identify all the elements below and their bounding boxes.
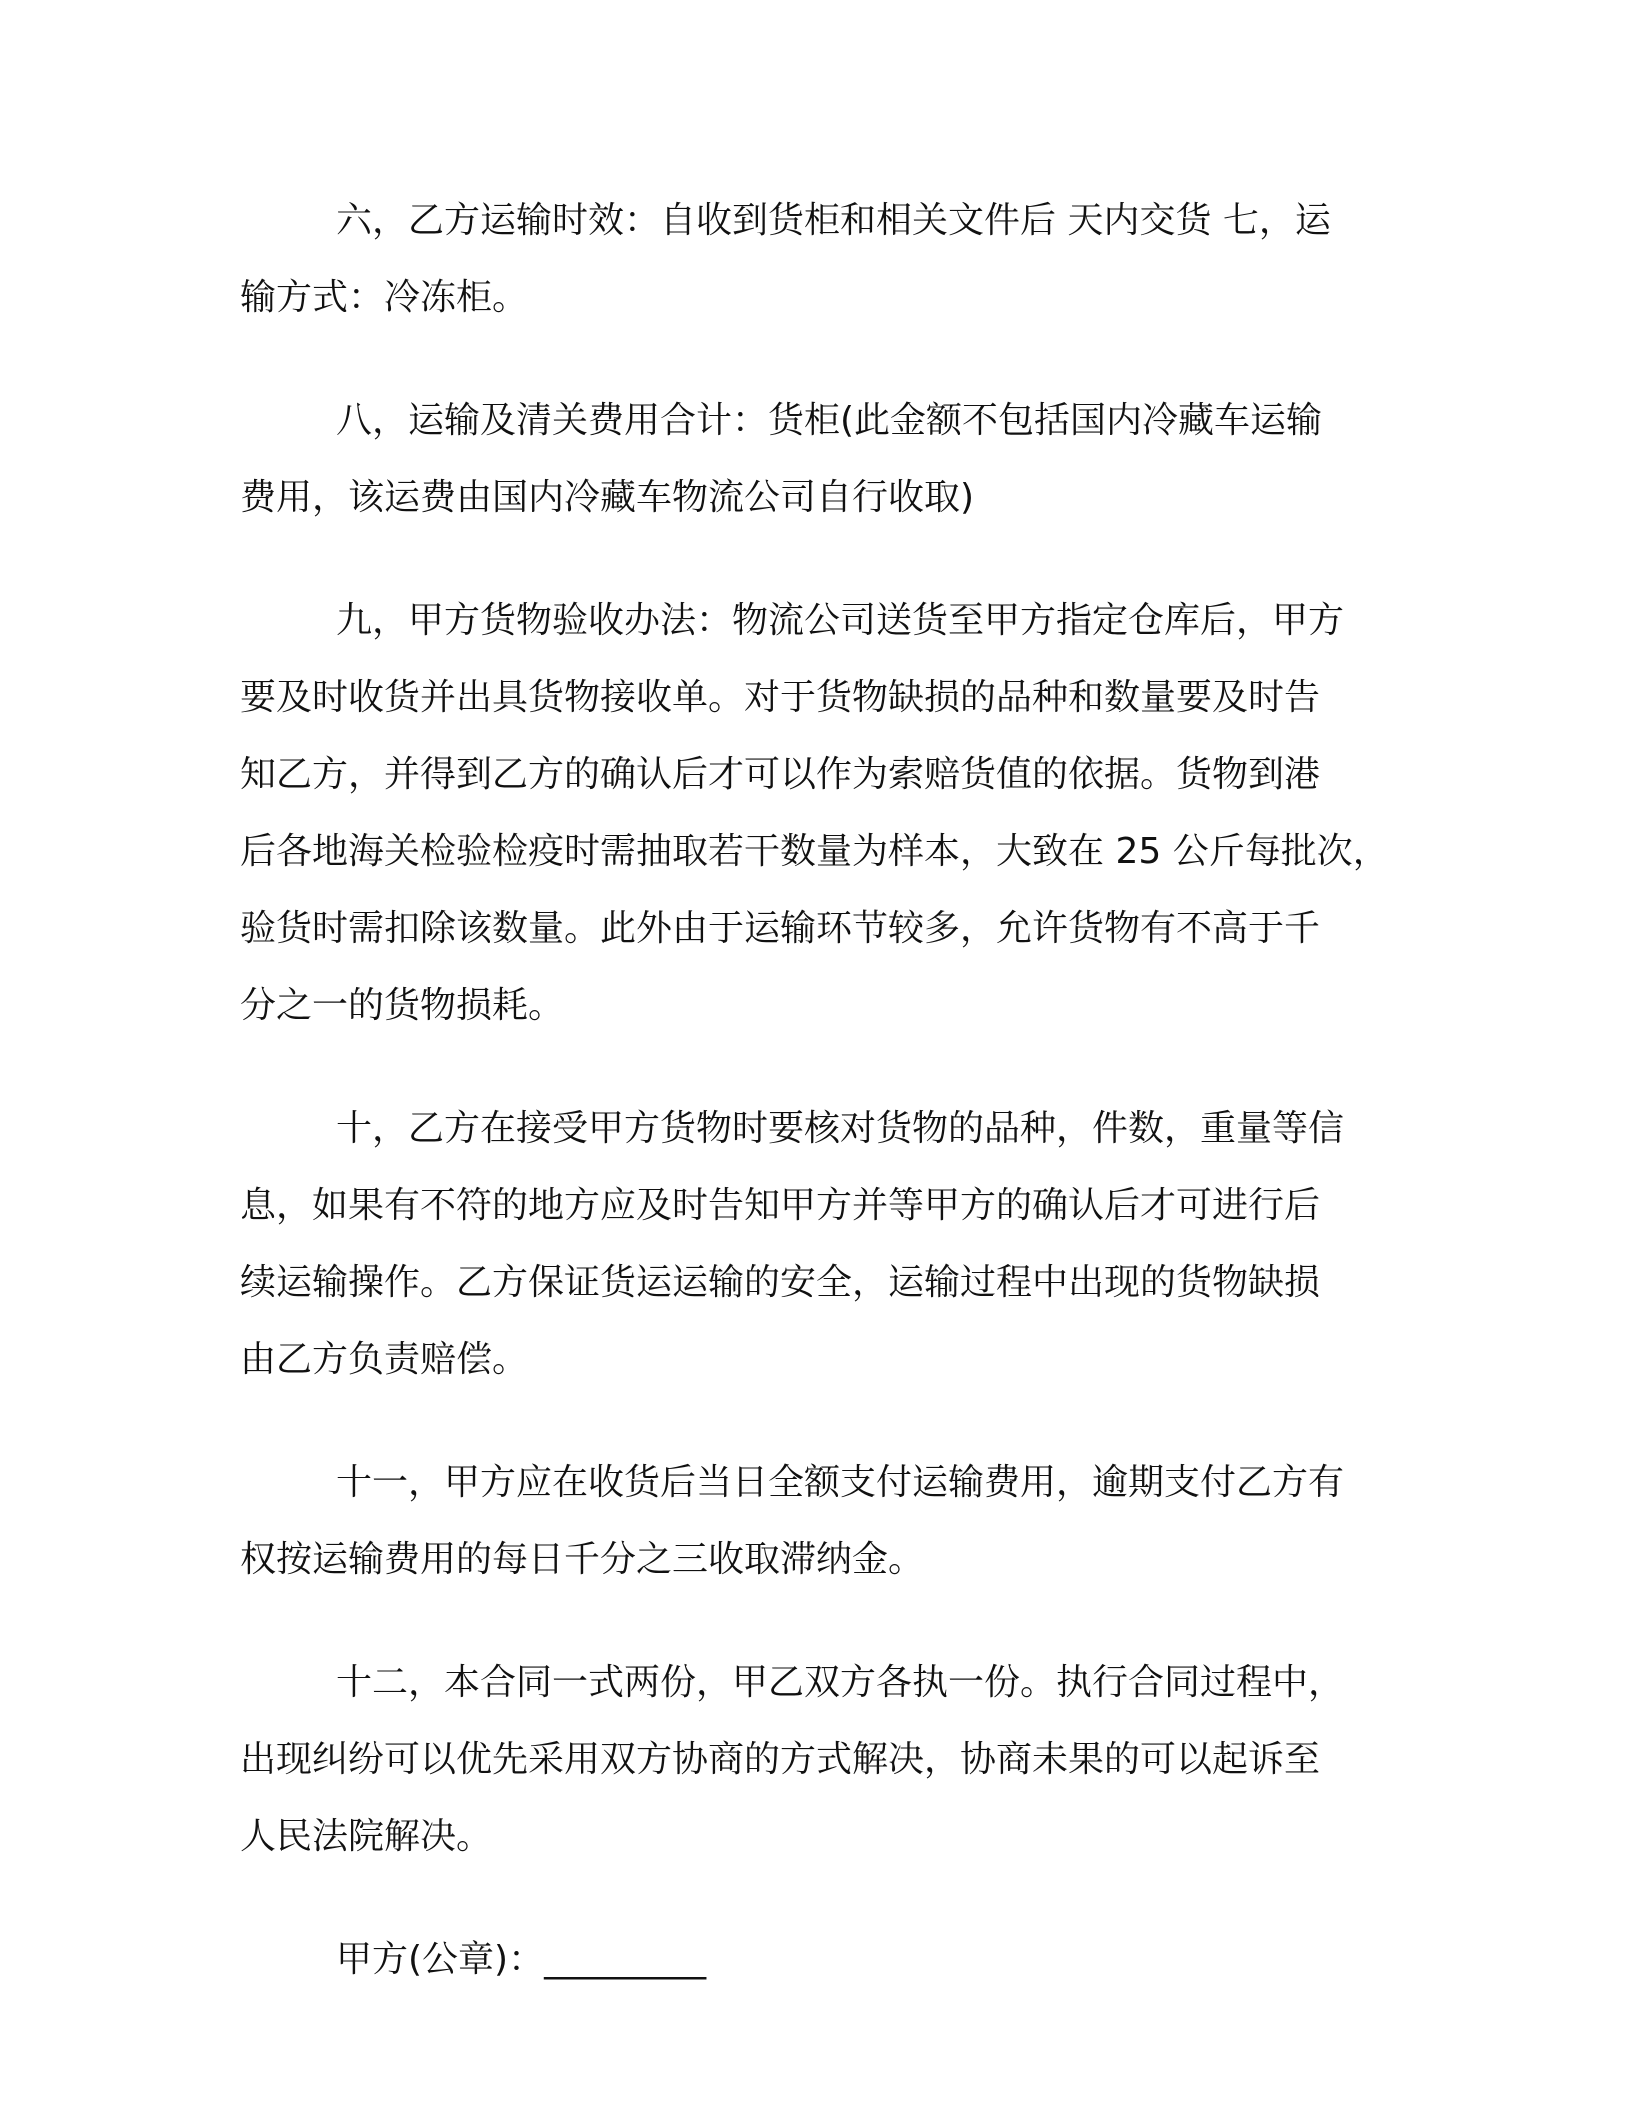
clause-line: 八，运输及清关费用合计：货柜(此金额不包括国内冷藏车运输 <box>336 400 1323 441</box>
clause-line: 验货时需扣除该数量。此外由于运输环节较多，允许货物有不高于千 <box>240 908 1321 949</box>
clause-line: 出现纠纷可以优先采用双方协商的方式解决，协商未果的可以起诉至 <box>240 1739 1321 1780</box>
clause-line: 十二，本合同一式两份，甲乙双方各执一份。执行合同过程中， <box>336 1662 1345 1703</box>
clause-line: 六，乙方运输时效：自收到货柜和相关文件后 天内交货 七，运 <box>336 200 1331 241</box>
clause-line: 九，甲方货物验收办法：物流公司送货至甲方指定仓库后，甲方 <box>336 600 1345 641</box>
clause-line: 人民法院解决。 <box>240 1816 493 1857</box>
clause-9 <box>240 582 1420 1044</box>
signature-party-a <box>240 1921 1420 1998</box>
clause-line: 息，如果有不符的地方应及时告知甲方并等甲方的确认后才可进行后 <box>240 1185 1321 1226</box>
clause-12 <box>240 1644 1420 1875</box>
clause-line: 由乙方负责赔偿。 <box>240 1339 529 1380</box>
signature-label: 甲方(公章)：_________ <box>336 1939 707 1980</box>
clause-line: 要及时收货并出具货物接收单。对于货物缺损的品种和数量要及时告 <box>240 677 1321 718</box>
clause-11 <box>240 1444 1420 1598</box>
clause-10 <box>240 1090 1420 1398</box>
clause-8 <box>240 382 1420 536</box>
clause-line: 权按运输费用的每日千分之三收取滞纳金。 <box>240 1539 925 1580</box>
clause-line: 十一，甲方应在收货后当日全额支付运输费用，逾期支付乙方有 <box>336 1462 1345 1503</box>
clause-line: 后各地海关检验检疫时需抽取若干数量为样本，大致在 25 公斤每批次， <box>240 831 1389 872</box>
clause-6 <box>240 182 1420 336</box>
clause-line: 分之一的货物损耗。 <box>240 985 565 1026</box>
clause-line: 费用，该运费由国内冷藏车物流公司自行收取) <box>240 477 975 518</box>
clause-line: 知乙方，并得到乙方的确认后才可以作为索赔货值的依据。货物到港 <box>240 754 1321 795</box>
clause-line: 续运输操作。乙方保证货运运输的安全，运输过程中出现的货物缺损 <box>240 1262 1321 1303</box>
document-body <box>240 182 1420 2044</box>
clause-line: 十，乙方在接受甲方货物时要核对货物的品种，件数，重量等信 <box>336 1108 1345 1149</box>
clause-line: 输方式：冷冻柜。 <box>240 277 529 318</box>
